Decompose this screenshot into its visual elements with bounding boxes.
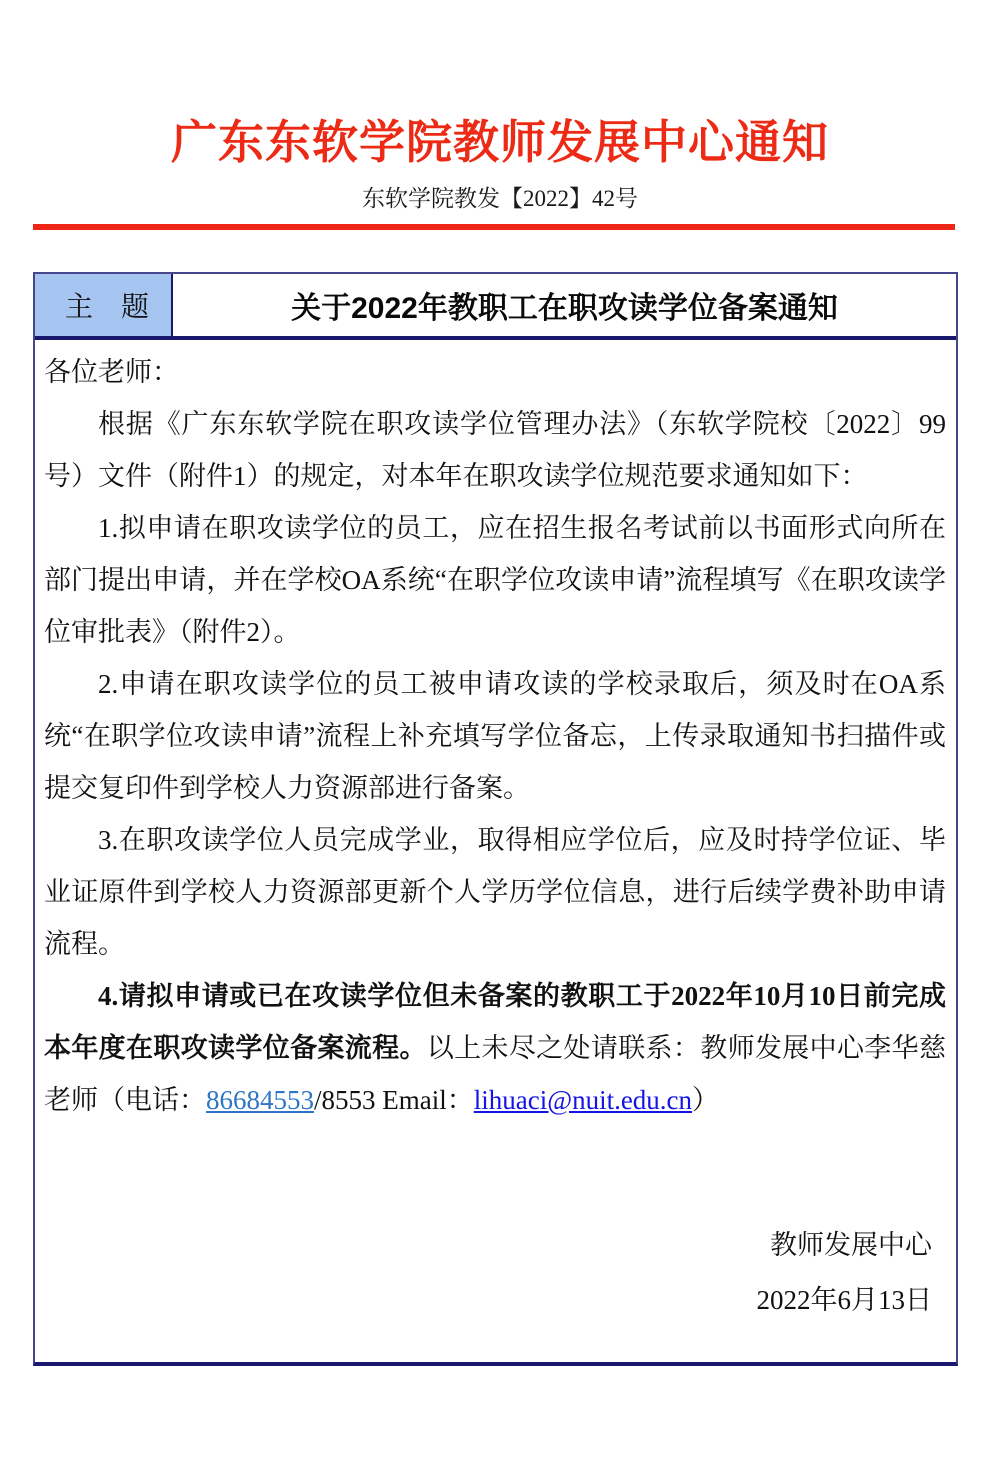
paragraph-item-4 xyxy=(44,970,946,1126)
paragraph-item-1: 1.拟申请在职攻读学位的员工，应在招生报名考试前以书面形式向所在部门提出申请，并在学校OA系统“在职学位攻读申请”流程填写《在职攻读学位审批表》（附件2）。 xyxy=(44,513,946,647)
red-divider-rule xyxy=(33,224,955,230)
paragraph-item-3: 3.在职攻读学位人员完成学业，取得相应学位后，应及时持学位证、毕业证原件到学校人力资源部更新个人学历学位信息，进行后续学费补助申请流程。 xyxy=(44,825,946,959)
signature-date: 2022年6月13日 xyxy=(756,1285,932,1315)
notice-table xyxy=(33,272,958,1366)
item4-phone-ext-text: /8553 Email： xyxy=(314,1085,474,1115)
email-link[interactable]: lihuaci@nuit.edu.cn xyxy=(473,1085,693,1115)
page-title: 广东东软学院教师发展中心通知 xyxy=(171,116,829,168)
item4-closing-paren: ） xyxy=(692,1085,720,1115)
subject-header-row xyxy=(35,274,956,340)
paragraph-intro: 根据《广东东软学院在职攻读学位管理办法》（东软学院校〔2022〕99号）文件（附件1）的规定，对本年在职攻读学位规范要求通知如下： xyxy=(44,409,946,491)
paragraph-item-2: 2.申请在职攻读学位的员工被申请攻读的学校录取后，须及时在OA系统“在职学位攻读申请”流程上补充填写学位备忘，上传录取通知书扫描件或提交复印件到学校人力资源部进行备案。 xyxy=(44,669,946,803)
signature-org: 教师发展中心 xyxy=(770,1230,932,1260)
subject-label-cell: 主 题 xyxy=(35,274,173,336)
phone-link[interactable]: 86684553 xyxy=(206,1085,314,1115)
doc-number: 东软学院教发【2022】42号 xyxy=(362,186,638,211)
notice-subject-title: 关于2022年教职工在职攻读学位备案通知 xyxy=(291,292,838,325)
notice-body xyxy=(35,340,956,1362)
signature-block xyxy=(44,1218,946,1328)
item4-bold-deadline-text: 4.请拟申请或已在攻读学位但未备案的教职工于2022年10月10日前完成本年度在职攻读学位备案流程。 xyxy=(44,981,946,1063)
salutation: 各位老师： xyxy=(44,357,179,387)
item4-contact-text: 以上未尽之处请联系：教师发展中心李华慈老师（电话： xyxy=(44,1033,946,1115)
